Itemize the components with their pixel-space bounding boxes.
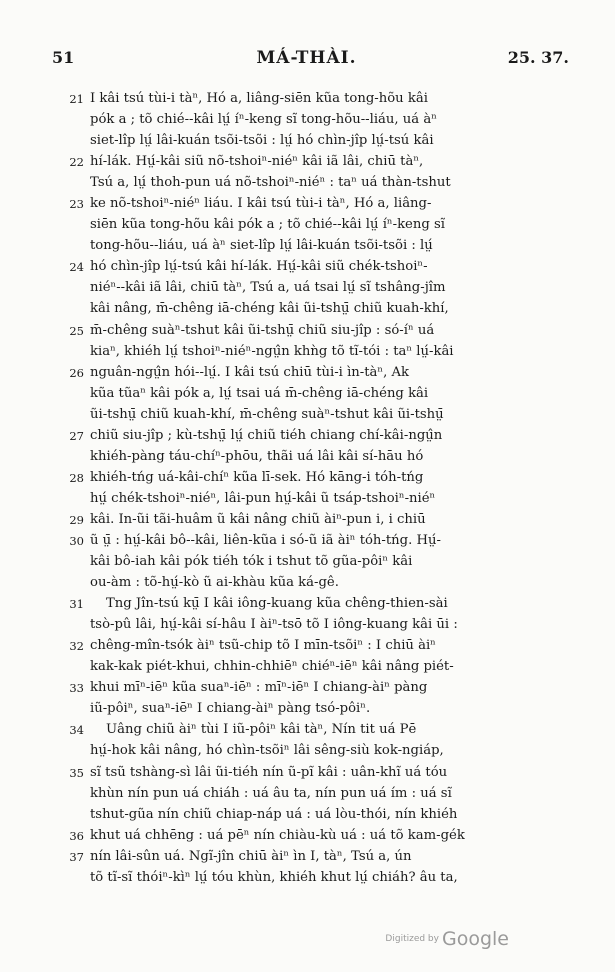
text-line — [44, 719, 574, 740]
line-text: kâi. In-ũi tãi-huâm ũ kâi nâng chiũ àiⁿ-pun i, i chiū — [90, 511, 426, 527]
line-text: ũi-tshṳ̄ chiũ kuah-khí, m̄-chêng suàⁿ-tshut kâi ũi-tshṳ̄ — [90, 406, 444, 422]
page-header — [44, 48, 569, 76]
line-text: hí-lák. Hṳ́-kâi siũ nõ-tshoiⁿ-niéⁿ kâi iã lâi, chiū tàⁿ, — [90, 154, 424, 170]
line-text: khut uá chhēng : uá pēⁿ nín chiàu-kù uá : uá tõ kam-gék — [90, 827, 465, 843]
text-line — [44, 762, 574, 783]
line-text: sĩ tsũ tshàng-sì lâi ũi-tiéh nín ũ-pĩ kâi : uân-khĩ uá tóu — [90, 764, 448, 780]
verse-number: 33 — [69, 681, 84, 696]
line-text: chêng-mîn-tsók àiⁿ tsũ-chip tõ I mīn-tsõiⁿ : I chiū àiⁿ — [90, 638, 436, 654]
watermark-logo-text: Google — [441, 928, 509, 950]
text-line — [44, 467, 574, 488]
line-text: kâi bô-iah kâi pók tiéh tók i tshut tõ gũa-pôiⁿ kâi — [90, 554, 413, 570]
text-line — [44, 867, 574, 888]
text-line — [44, 804, 574, 825]
text-line — [44, 341, 574, 362]
digitized-by-google-watermark — [385, 928, 509, 950]
verse-number: 31 — [69, 597, 84, 612]
text-line — [44, 846, 574, 867]
text-line — [44, 88, 574, 109]
verse-number: 36 — [69, 828, 84, 843]
verse-number: 22 — [69, 155, 84, 170]
text-line — [44, 635, 574, 656]
text-line — [44, 656, 574, 677]
text-line — [44, 404, 574, 425]
text-line — [44, 783, 574, 804]
verse-number: 23 — [69, 197, 84, 212]
line-text: ke nõ-tshoiⁿ-niéⁿ liáu. I kâi tsú tùi-i tàⁿ, Hó a, liâng- — [90, 196, 432, 212]
text-line — [44, 256, 574, 277]
scripture-text-block — [44, 88, 574, 888]
line-text: nín lâi-sûn uá. Ngĩ-jîn chiū àiⁿ ìn I, tàⁿ, Tsú a, ún — [90, 848, 412, 864]
text-line — [44, 446, 574, 467]
line-text: I kâi tsú tùi-i tàⁿ, Hó a, liâng-siēn kũa tong-hõu kâi — [90, 91, 428, 106]
text-line — [44, 825, 574, 846]
text-line — [44, 151, 574, 172]
text-line — [44, 488, 574, 509]
text-line — [44, 109, 574, 130]
text-line — [44, 130, 574, 151]
text-line — [44, 677, 574, 698]
chapter-verse-reference: 25. 37. — [507, 48, 569, 67]
text-line — [44, 530, 574, 551]
line-text: hó chìn-jîp lṳ́-tsú kâi hí-lák. Hṳ́-kâi siũ chék-tshoiⁿ- — [90, 259, 428, 275]
text-line — [44, 193, 574, 214]
line-text: tshut-gũa nín chiũ chiap-náp uá : uá lòu-thói, nín khiéh — [90, 806, 458, 822]
line-text: khùn nín pun uá chiáh : uá âu ta, nín pun uá ím : uá sĩ — [90, 785, 452, 801]
text-line — [44, 362, 574, 383]
verse-number: 21 — [69, 92, 84, 106]
line-text: siet-lîp lṳ́ lâi-kuán tsõi-tsõi : lṳ́ hó chìn-jîp lṳ́-tsú kâi — [90, 133, 434, 149]
verse-number: 34 — [69, 723, 84, 738]
text-line — [44, 614, 574, 635]
verse-number: 24 — [69, 260, 84, 275]
line-text: hṳ́ chék-tshoiⁿ-niéⁿ, lâi-pun hṳ́-kâi ũ tsáp-tshoiⁿ-niéⁿ — [90, 490, 436, 506]
line-text: hṳ́-hok kâi nâng, hó chìn-tsõiⁿ lâi sêng-siù kok-ngiáp, — [90, 743, 444, 759]
text-line — [44, 740, 574, 761]
line-text: kũa tũaⁿ kâi pók a, lṳ́ tsai uá m̄-chêng iā-chéng kâi — [90, 385, 429, 401]
line-text: iũ-pôiⁿ, suaⁿ-iēⁿ I chiang-àiⁿ pàng tsó-pôiⁿ. — [90, 701, 371, 717]
line-text: tsò-pû lâi, hṳ́-kâi sí-hâu I àiⁿ-tsō tõ I iông-kuang kâi ūi : — [90, 617, 458, 633]
line-text: Tsú a, lṳ́ thoh-pun uá nõ-tshoiⁿ-niéⁿ : taⁿ uá thàn-tshut — [90, 175, 451, 191]
line-text: kiaⁿ, khiéh lṳ́ tshoiⁿ-niéⁿ-ngṳ̂n khǹg tõ tĩ-tói : taⁿ lṳ́-kâi — [90, 343, 454, 359]
line-text: niéⁿ--kâi iã lâi, chiū tàⁿ, Tsú a, uá tsai lṳ́ sĩ tshâng-jîm — [90, 280, 446, 296]
line-text: tong-hõu--liáu, uá àⁿ siet-lîp lṳ́ lâi-kuán tsõi-tsõi : lṳ́ — [90, 238, 433, 254]
line-text: tõ tĩ-sĩ thóiⁿ-kìⁿ lṳ́ tóu khùn, khiéh khut lṳ́ chiáh? âu ta, — [90, 869, 458, 885]
line-text: Tng Jîn-tsú kṳ̄ I kâi iông-kuang kũa chêng-thien-sài — [106, 596, 448, 612]
verse-number: 26 — [69, 365, 84, 380]
text-line — [44, 214, 574, 235]
text-line — [44, 572, 574, 593]
verse-number: 30 — [69, 533, 84, 548]
page-number: 51 — [52, 48, 75, 67]
text-line — [44, 698, 574, 719]
text-line — [44, 172, 574, 193]
watermark-small-text: Digitized by — [385, 934, 439, 944]
verse-number: 32 — [69, 639, 84, 654]
text-line — [44, 383, 574, 404]
text-line — [44, 509, 574, 530]
line-text: nguân-ngṳ̂n hói--lṳ́. I kâi tsú chiū tùi-i ìn-tàⁿ, Ak — [90, 364, 410, 380]
verse-number: 29 — [69, 512, 84, 527]
verse-number: 25 — [69, 323, 84, 338]
line-text: kâi nâng, m̄-chêng iā-chéng kâi ũi-tshṳ̄ chiũ kuah-khí, — [90, 301, 449, 317]
line-text: Uâng chiũ àiⁿ tùi I iũ-pôiⁿ kâi tàⁿ, Nín tit uá Pē — [106, 722, 417, 738]
line-text: khui mīⁿ-iēⁿ kũa suaⁿ-iēⁿ : mīⁿ-iēⁿ I chiang-àiⁿ pàng — [90, 680, 428, 696]
verse-number: 28 — [69, 470, 84, 485]
verse-number: 35 — [69, 765, 84, 780]
text-line — [44, 551, 574, 572]
line-text: khiéh-pàng táu-chíⁿ-phōu, thãi uá lâi kâi sí-hāu hó — [90, 448, 424, 464]
line-text: ũ ṳ̄ : hṳ́-kâi bô--kâi, liên-kũa i só-ũ iã àiⁿ tóh-tńg. Hṳ́- — [90, 532, 441, 548]
line-text: m̄-chêng suàⁿ-tshut kâi ũi-tshṳ̄ chiũ siu-jîp : só-íⁿ uá — [90, 322, 435, 338]
text-line — [44, 235, 574, 256]
line-text: pók a ; tõ chié--kâi lṳ́ íⁿ-keng sĩ tong-hõu--liáu, uá àⁿ — [90, 112, 437, 128]
line-text: kak-kak piét-khui, chhin-chhiēⁿ chiéⁿ-iēⁿ kâi nâng piét- — [90, 659, 454, 675]
line-text: ou-àm : tõ-hṳ́-kò ũ ai-khàu kũa ká-gê. — [90, 575, 339, 591]
text-line — [44, 593, 574, 614]
text-line — [44, 277, 574, 298]
text-line — [44, 298, 574, 319]
text-line — [44, 320, 574, 341]
line-text: chiũ siu-jîp ; kù-tshṳ̄ lṳ́ chiũ tiéh chiang chí-kâi-ngṳ̂n — [90, 427, 443, 443]
text-line — [44, 425, 574, 446]
line-text: siēn kũa tong-hõu kâi pók a ; tõ chié--kâi lṳ́ íⁿ-keng sĩ — [90, 217, 445, 233]
running-title: MÁ-THÀI. — [256, 48, 357, 68]
line-text: khiéh-tńg uá-kâi-chíⁿ kũa lī-sek. Hó kāng-i tóh-tńg — [90, 469, 424, 485]
verse-number: 27 — [69, 428, 84, 443]
verse-number: 37 — [69, 849, 84, 864]
